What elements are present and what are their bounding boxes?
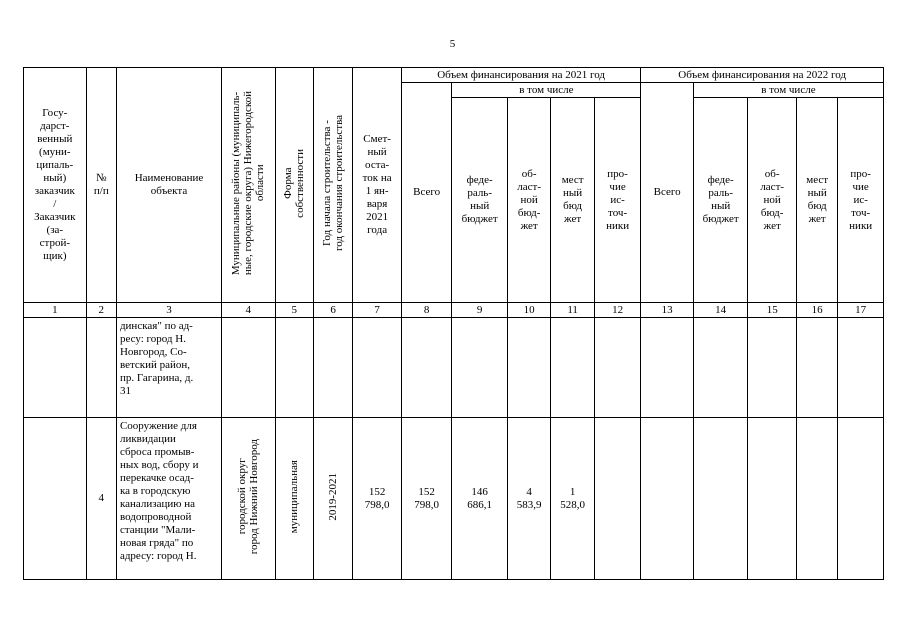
- cell-local-2022: [796, 418, 837, 580]
- column-number: 7: [353, 303, 402, 318]
- cell-other-2022: [838, 418, 884, 580]
- cell-ownership-text: муниципальная: [288, 459, 301, 534]
- cell-regional-2022: [748, 418, 797, 580]
- page-number: 5: [449, 38, 456, 50]
- header-construction-years-text: Год начала строительства - год окончания строительства: [321, 115, 346, 251]
- cell-municipality: [222, 318, 276, 418]
- cell-local-2022: [796, 318, 837, 418]
- header-other-2022: про- чие ис- точ- ники: [838, 98, 884, 303]
- cell-ownership: [275, 418, 313, 580]
- column-number: 8: [401, 303, 452, 318]
- column-number: 2: [86, 303, 116, 318]
- column-number: 4: [222, 303, 276, 318]
- header-local-2021: мест ный бюд жет: [551, 98, 594, 303]
- header-local-2022: мест ный бюд жет: [796, 98, 837, 303]
- cell-item-number: [86, 318, 116, 418]
- column-number: 5: [275, 303, 313, 318]
- cell-balance: 152 798,0: [353, 418, 402, 580]
- column-number: 16: [796, 303, 837, 318]
- cell-balance: [353, 318, 402, 418]
- header-regional-2022: об- ласт- ной бюд- жет: [748, 98, 797, 303]
- header-including-2022: в том числе: [693, 83, 883, 98]
- cell-years-text: 2019-2021: [327, 472, 340, 521]
- column-number: 10: [507, 303, 550, 318]
- cell-ownership: [275, 318, 313, 418]
- header-ownership: [275, 68, 313, 303]
- cell-total-2022: [641, 418, 694, 580]
- column-number: 3: [116, 303, 221, 318]
- cell-regional-2022: [748, 318, 797, 418]
- cell-item-number: 4: [86, 418, 116, 580]
- header-construction-years: [313, 68, 352, 303]
- cell-federal-2021: [452, 318, 508, 418]
- column-number: 9: [452, 303, 508, 318]
- header-item-number: № п/п: [86, 68, 116, 303]
- cell-years: [313, 318, 352, 418]
- cell-other-2022: [838, 318, 884, 418]
- header-total-2021: Всего: [401, 83, 452, 303]
- cell-federal-2022: [693, 318, 748, 418]
- cell-federal-2022: [693, 418, 748, 580]
- cell-regional-2021: [507, 318, 550, 418]
- cell-customer: [24, 318, 87, 418]
- column-number: 6: [313, 303, 352, 318]
- column-number: 12: [594, 303, 641, 318]
- column-number: 11: [551, 303, 594, 318]
- header-federal-2022: феде- раль- ный бюджет: [693, 98, 748, 303]
- cell-total-2021: [401, 318, 452, 418]
- table-row: [24, 418, 884, 580]
- cell-local-2021: 1 528,0: [551, 418, 594, 580]
- header-other-2021: про- чие ис- точ- ники: [594, 98, 641, 303]
- cell-local-2021: [551, 318, 594, 418]
- cell-other-2021: [594, 318, 641, 418]
- cell-total-2022: [641, 318, 694, 418]
- header-customer: Госу- дарст- венный (муни- ципаль- ный) заказчик / Заказчик (за- строй- щик): [24, 68, 87, 303]
- header-object-name: Наименование объекта: [116, 68, 221, 303]
- cell-federal-2021: 146 686,1: [452, 418, 508, 580]
- cell-customer: [24, 418, 87, 580]
- column-number: 17: [838, 303, 884, 318]
- cell-municipality: [222, 418, 276, 580]
- header-funding-2022: Объем финансирования на 2022 год: [641, 68, 884, 83]
- header-estimated-balance: Смет- ный оста- ток на 1 ян- варя 2021 года: [353, 68, 402, 303]
- cell-other-2021: [594, 418, 641, 580]
- column-number: 13: [641, 303, 694, 318]
- cell-municipality-text: городской округ город Нижний Новгород: [236, 438, 261, 555]
- header-municipal-districts-text: Муниципальные районы (муниципаль- ные, городские округа) Нижегородской области: [230, 90, 267, 276]
- cell-total-2021: 152 798,0: [401, 418, 452, 580]
- column-number: 15: [748, 303, 797, 318]
- cell-object-name: динская" по ад- ресу: город Н. Новгород, Со- ветский район, пр. Гагарина, д. 31: [116, 318, 221, 418]
- header-municipal-districts: [222, 68, 276, 303]
- header-total-2022: Всего: [641, 83, 694, 303]
- header-including-2021: в том числе: [452, 83, 641, 98]
- header-funding-2021: Объем финансирования на 2021 год: [401, 68, 640, 83]
- column-number: 1: [24, 303, 87, 318]
- cell-regional-2021: 4 583,9: [507, 418, 550, 580]
- cell-object-name: Сооружение для ликвидации сброса промыв- ных вод, сбору и перекачке осад- ка в городскую канализацию на водопроводной станции "Мали- новая гряда" по адресу: город Н.: [116, 418, 221, 580]
- table-row: [24, 318, 884, 418]
- investment-program-table: [23, 67, 884, 580]
- header-federal-2021: феде- раль- ный бюджет: [452, 98, 508, 303]
- header-regional-2021: об- ласт- ной бюд- жет: [507, 98, 550, 303]
- cell-years: [313, 418, 352, 580]
- column-number: 14: [693, 303, 748, 318]
- header-ownership-text: Форма собственности: [282, 148, 307, 218]
